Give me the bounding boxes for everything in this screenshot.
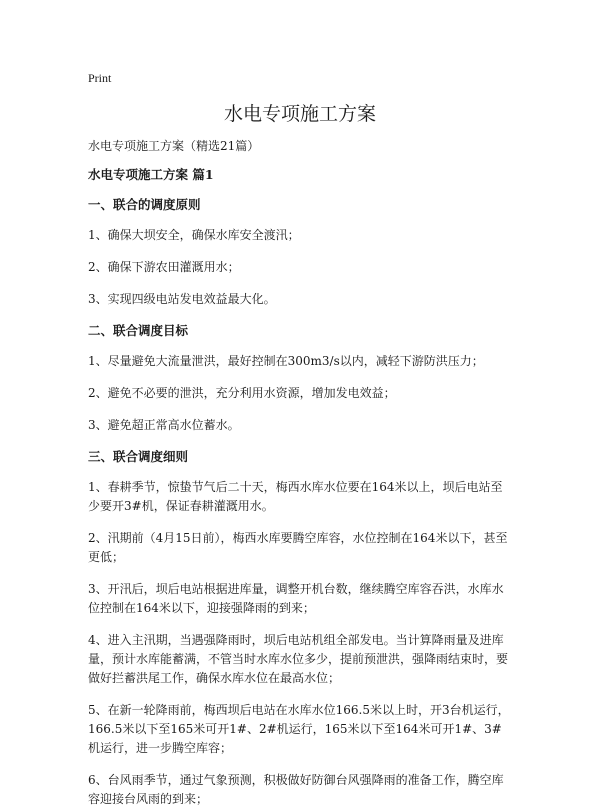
section-title: 水电专项施工方案 篇1 xyxy=(88,167,214,182)
paragraph: 5、在新一轮降雨前，梅西坝后电站在水库水位166.5米以上时，开3台机运行，166.5米以下至165米可开1#、2#机运行，165米以下至164米可开1#、3#机运行，进一步腾空库容； xyxy=(88,703,510,755)
paragraph: 6、台风雨季节，通过气象预测，积极做好防御台风强降雨的准备工作，腾空库容迎接台风雨的到来； xyxy=(88,773,504,806)
heading-principles: 一、联合的调度原则 xyxy=(88,197,201,212)
paragraph: 1、尽量避免大流量泄洪，最好控制在300m3/s以内，减轻下游防洪压力； xyxy=(88,354,484,368)
paragraph: 3、避免超正常高水位蓄水。 xyxy=(88,418,240,432)
paragraph: 2、避免不必要的泄洪，充分利用水资源，增加发电效益； xyxy=(88,386,396,400)
paragraph: 1、确保大坝安全，确保水库安全渡汛； xyxy=(88,228,300,242)
heading-goals: 二、联合调度目标 xyxy=(88,323,189,338)
document-subtitle: 水电专项施工方案（精选21篇） xyxy=(88,139,260,153)
paragraph: 2、汛期前（4月15日前），梅西水库要腾空库容，水位控制在164米以下，甚至更低； xyxy=(88,531,508,564)
print-label: Print xyxy=(88,71,112,85)
paragraph: 4、进入主汛期，当遇强降雨时，坝后电站机组全部发电。当计算降雨量及进库量，预计水库能蓄满，不管当时水库水位多少，提前预泄洪，强降雨结束时，要做好拦蓄洪尾工作，确保水库水位在最高水位； xyxy=(88,633,509,685)
paragraph: 3、开汛后，坝后电站根据进库量，调整开机台数，继续腾空库容吞洪，水库水位控制在164米以下，迎接强降雨的到来； xyxy=(88,582,504,615)
paragraph: 2、确保下游农田灌溉用水； xyxy=(88,260,240,274)
paragraph: 3、实现四级电站发电效益最大化。 xyxy=(88,292,276,306)
heading-rules: 三、联合调度细则 xyxy=(88,449,189,464)
document-title: 水电专项施工方案 xyxy=(223,103,376,125)
paragraph: 1、春耕季节，惊蛰节气后二十天，梅西水库水位要在164米以上，坝后电站至少要开3#机，保证春耕灌溉用水。 xyxy=(88,480,503,513)
